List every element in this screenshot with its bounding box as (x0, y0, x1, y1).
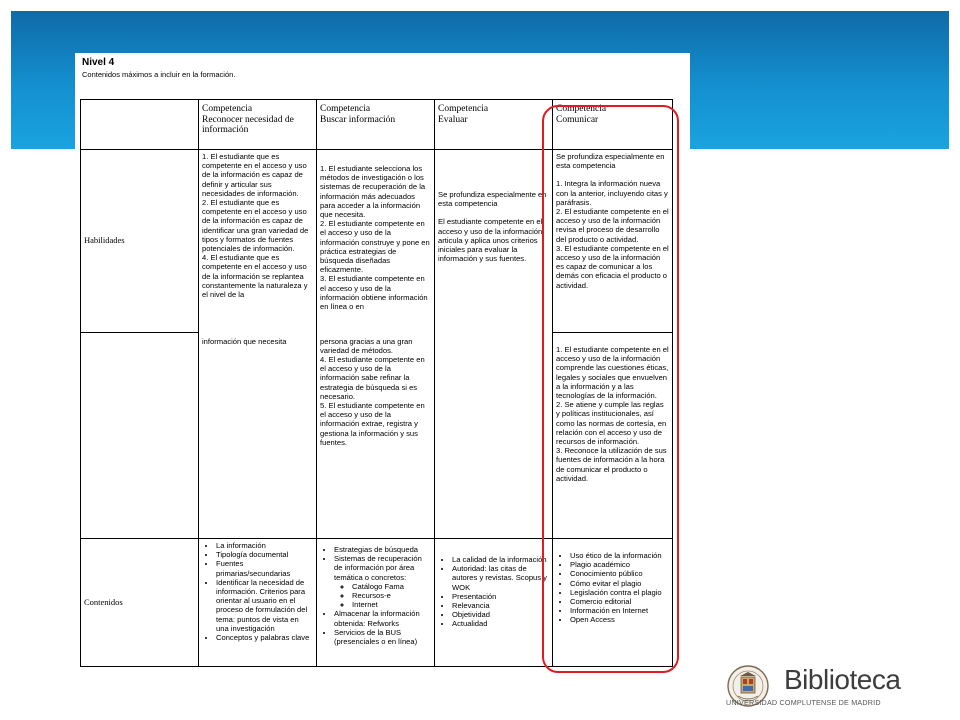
logo-wordmark: Biblioteca (784, 664, 901, 695)
document-header (82, 57, 235, 81)
list-item: • Open Access (570, 615, 669, 624)
contenidos-buscar (317, 539, 435, 667)
habilidades-comunicar-bottom: 1. El estudiante competente en el acceso y uso de la información comprende las cuestiones éticas, legales y sociales que envuelven a la información y a las tecnologías de la información. 2. Se atiene y cumple las reglas y políticas institucionales, así como las normas de cortesía, en relación con el acceso y uso de recursos de información. 3. Reconoce la utilización de sus fuentes de información a la hora de comunicar el producto o actividad. (553, 333, 673, 539)
list-item: • Información en Internet (570, 606, 669, 615)
contenidos-reconocer (199, 539, 317, 667)
row-label-blank (81, 333, 199, 539)
header-reconocer: Competencia Reconocer necesidad de información (199, 100, 317, 150)
list-item: • La información (216, 541, 313, 550)
header-buscar: Competencia Buscar información (317, 100, 435, 150)
contenidos-buscar-list (320, 545, 431, 646)
corner-cell (81, 100, 199, 150)
list-item: • La calidad de la información (452, 555, 549, 564)
habilidades-buscar-bottom: persona gracias a una gran variedad de métodos. 4. El estudiante competente en el acceso y uso de la información sabe refinar la estrategia de búsqueda si es necesario. 5. El estudiante competente en el acceso y uso de la información extrae, registra y gestiona la información y sus fuentes. (317, 333, 435, 539)
list-item: • Conceptos y palabras clave (216, 633, 313, 642)
contenidos-reconocer-list (202, 541, 313, 642)
document-subtitle: Contenidos máximos a incluir en la formación. (82, 70, 236, 79)
habilidades-buscar-top: 1. El estudiante selecciona los métodos de investigación o los sistemas de recuperación de la información más adecuados para acceder a la información que necesita. 2. El estudiante competente en el acceso y uso de la información construye y pone en práctica estrategias de búsqueda diseñadas eficazmente. 3. El estudiante competente en el acceso y uso de la información obtiene información en línea o en (317, 150, 435, 333)
logo-subtitle: UNIVERSIDAD COMPLUTENSE DE MADRID (726, 698, 881, 707)
biblioteca-logo (726, 664, 901, 710)
document-title: Nivel 4 (82, 57, 115, 68)
list-item: • Actualidad (452, 619, 549, 628)
list-item: • Conocimiento público (570, 569, 669, 578)
row-label-habilidades: Habilidades (81, 150, 199, 333)
list-item: • Comercio editorial (570, 597, 669, 606)
list-item: • Tipología documental (216, 550, 313, 559)
row-label-contenidos: Contenidos (81, 539, 199, 667)
list-item: • Relevancia (452, 601, 549, 610)
list-item: • Uso ético de la información (570, 551, 669, 560)
habilidades-reconocer-bottom: información que necesita (199, 333, 317, 539)
list-item: • Plagio académico (570, 560, 669, 569)
contenidos-buscar-sublist (334, 582, 431, 610)
list-item: • Cómo evitar el plagio (570, 579, 669, 588)
header-evaluar: Competencia Evaluar (435, 100, 553, 150)
contenidos-evaluar-list (438, 555, 549, 629)
habilidades-evaluar-blank (435, 333, 553, 539)
list-item: ◦ Recursos-e (352, 591, 431, 600)
list-item: • Almacenar la información obtenida: Refworks (334, 609, 431, 627)
list-item: • Fuentes primarias/secundarias (216, 559, 313, 577)
comunicar-highlight-outline (542, 105, 679, 673)
list-item: • Identificar la necesidad de información. Criterios para orientar al usuario en el proceso de formulación del tema: puntos de vista en una investigación (216, 578, 313, 633)
habilidades-evaluar: Se profundiza especialmente en esta competencia El estudiante competente en el acceso y uso de la información articula y aplica unos criterios iniciales para evaluar la información y sus fuentes. (435, 150, 553, 333)
list-item: • Estrategias de búsqueda (334, 545, 431, 554)
list-item: ◦ Catálogo Fama (352, 582, 431, 591)
list-item: • Presentación (452, 592, 549, 601)
list-item: • Sistemas de recuperación de información por área temática o concretos: ◦ Catálogo Fama ◦ Recursos-e ◦ Internet (334, 554, 431, 609)
habilidades-reconocer-top: 1. El estudiante que es competente en el acceso y uso de la información es capaz de definir y articular sus necesidades de información. 2. El estudiante que es competente en el acceso y uso de la información es capaz de identificar una gran variedad de tipos y formatos de fuentes potenciales de información. 4. El estudiante que es competente en el acceso y uso de la información se replantea constantemente la naturaleza y el nivel de la (199, 150, 317, 333)
list-item: • Autoridad: las citas de autores y revistas. Scopus y WOK (452, 564, 549, 592)
header-comunicar: Competencia Comunicar (553, 100, 673, 150)
list-item: ◦ Internet (352, 600, 431, 609)
habilidades-comunicar-top: Se profundiza especialmente en esta competencia 1. Integra la información nueva con la anterior, incluyendo citas y paráfrasis. 2. El estudiante competente en el acceso y uso de la información revisa el proceso de desarrollo del producto o actividad. 3. El estudiante competente en el acceso y uso de la información es capaz de comunicar a los demás con eficacia el producto o actividad. (553, 150, 673, 333)
list-item: • Servicios de la BUS (presenciales o en línea) (334, 628, 431, 646)
contenidos-evaluar (435, 539, 553, 667)
list-item: • Objetividad (452, 610, 549, 619)
list-item: • Legislación contra el plagio (570, 588, 669, 597)
